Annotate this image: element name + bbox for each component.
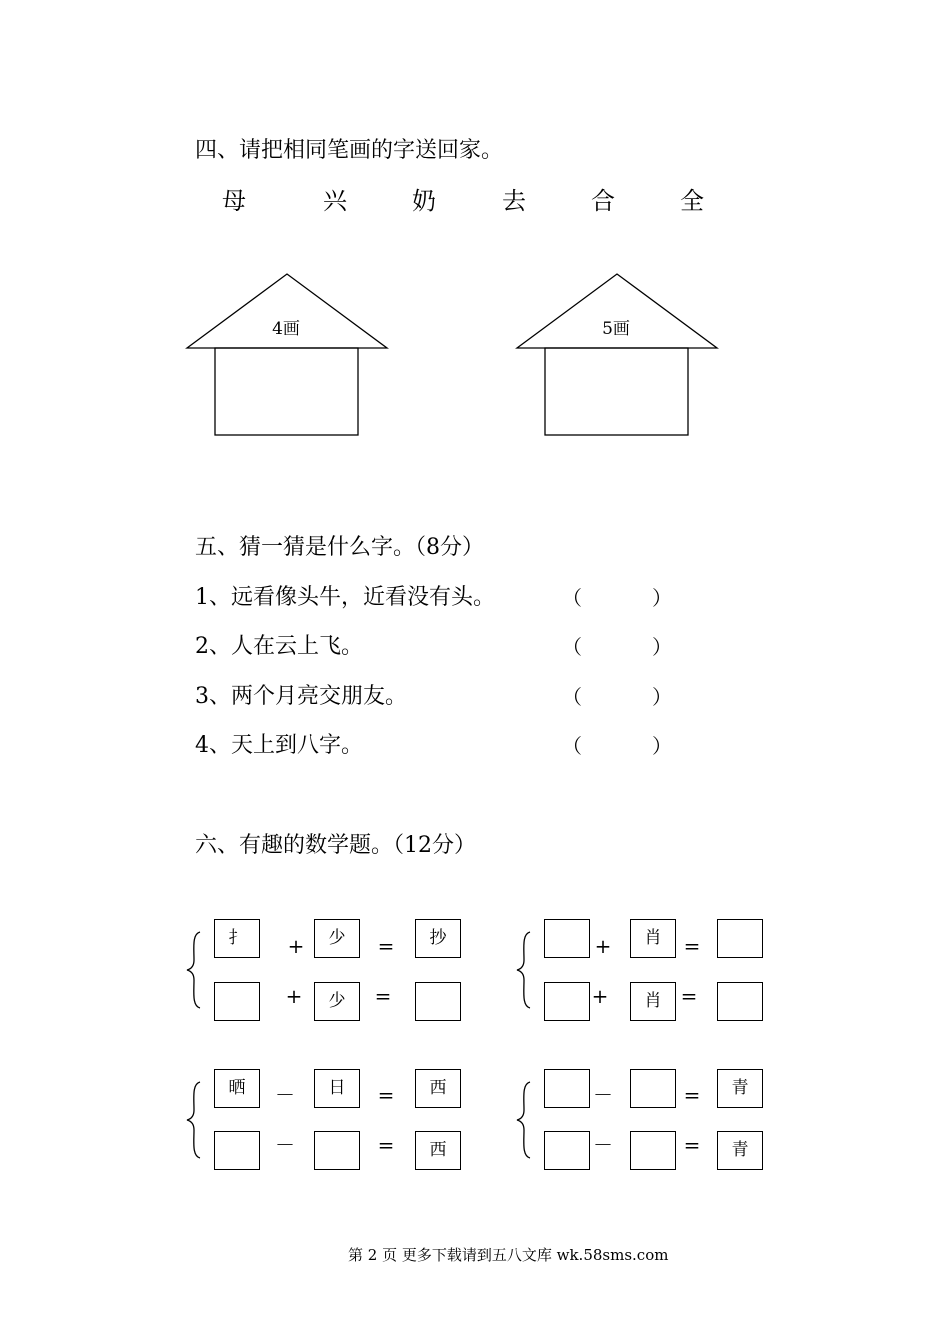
operator: －: [593, 1133, 613, 1157]
equals-sign: =: [377, 1083, 395, 1107]
section5-title: 五、猜一猜是什么字。（8分）: [195, 535, 484, 560]
operator: －: [275, 1133, 295, 1157]
answer-box[interactable]: 少: [314, 919, 360, 958]
section4-title: 四、请把相同笔画的字送回家。: [195, 138, 504, 163]
char-item: 兴: [323, 187, 347, 215]
answer-box[interactable]: 肖: [630, 982, 676, 1021]
answer-box[interactable]: [544, 919, 590, 958]
answer-open-paren: （: [562, 586, 582, 610]
answer-close-paren: ）: [652, 734, 672, 758]
answer-box[interactable]: [415, 982, 461, 1021]
curly-brace-icon: [516, 1080, 536, 1160]
operator: +: [285, 984, 303, 1008]
answer-box[interactable]: [630, 1131, 676, 1170]
equals-sign: =: [374, 984, 392, 1008]
curly-brace-icon: [186, 930, 206, 1010]
riddle-text: 4、天上到八字。: [195, 733, 363, 758]
operator: +: [591, 984, 609, 1008]
equals-sign: =: [683, 1083, 701, 1107]
answer-box[interactable]: [544, 1069, 590, 1108]
char-item: 奶: [412, 187, 436, 215]
answer-box[interactable]: 肖: [630, 919, 676, 958]
char-item: 母: [222, 187, 246, 215]
riddle-text: 3、两个月亮交朋友。: [195, 684, 407, 709]
answer-open-paren: （: [562, 685, 582, 709]
curly-brace-icon: [186, 1080, 206, 1160]
page-footer: 第 2 页 更多下载请到五八文库 wk.58sms.com: [348, 1246, 669, 1264]
answer-box[interactable]: 西: [415, 1131, 461, 1170]
answer-box[interactable]: 青: [717, 1069, 763, 1108]
answer-box[interactable]: [544, 982, 590, 1021]
char-item: 去: [502, 187, 526, 215]
operator: －: [593, 1083, 613, 1107]
answer-close-paren: ）: [652, 635, 672, 659]
operator: +: [594, 934, 612, 958]
house-label: 4画: [272, 319, 300, 339]
answer-box[interactable]: 日: [314, 1069, 360, 1108]
operator: +: [287, 934, 305, 958]
answer-box[interactable]: [214, 1131, 260, 1170]
answer-box[interactable]: 西: [415, 1069, 461, 1108]
char-item: 全: [680, 187, 704, 215]
house-icon: [516, 273, 718, 436]
answer-box[interactable]: [314, 1131, 360, 1170]
equals-sign: =: [683, 1133, 701, 1157]
answer-box[interactable]: [717, 982, 763, 1021]
answer-close-paren: ）: [652, 586, 672, 610]
answer-box[interactable]: 晒: [214, 1069, 260, 1108]
equals-sign: =: [683, 934, 701, 958]
char-item: 合: [591, 187, 615, 215]
answer-box[interactable]: [214, 982, 260, 1021]
section6-title: 六、有趣的数学题。（12分）: [195, 833, 476, 858]
operator: －: [275, 1083, 295, 1107]
answer-box[interactable]: [544, 1131, 590, 1170]
riddle-text: 2、人在云上飞。: [195, 634, 363, 659]
answer-box[interactable]: 青: [717, 1131, 763, 1170]
answer-box[interactable]: 扌: [214, 919, 260, 958]
answer-close-paren: ）: [652, 685, 672, 709]
equals-sign: =: [680, 984, 698, 1008]
answer-open-paren: （: [562, 635, 582, 659]
answer-box[interactable]: [717, 919, 763, 958]
equals-sign: =: [377, 934, 395, 958]
house-icon: [186, 273, 388, 436]
curly-brace-icon: [516, 930, 536, 1010]
riddle-text: 1、远看像头牛，近看没有头。: [195, 585, 495, 610]
house-label: 5画: [602, 319, 630, 339]
answer-box[interactable]: 抄: [415, 919, 461, 958]
answer-open-paren: （: [562, 734, 582, 758]
answer-box[interactable]: [630, 1069, 676, 1108]
answer-box[interactable]: 少: [314, 982, 360, 1021]
equals-sign: =: [377, 1133, 395, 1157]
